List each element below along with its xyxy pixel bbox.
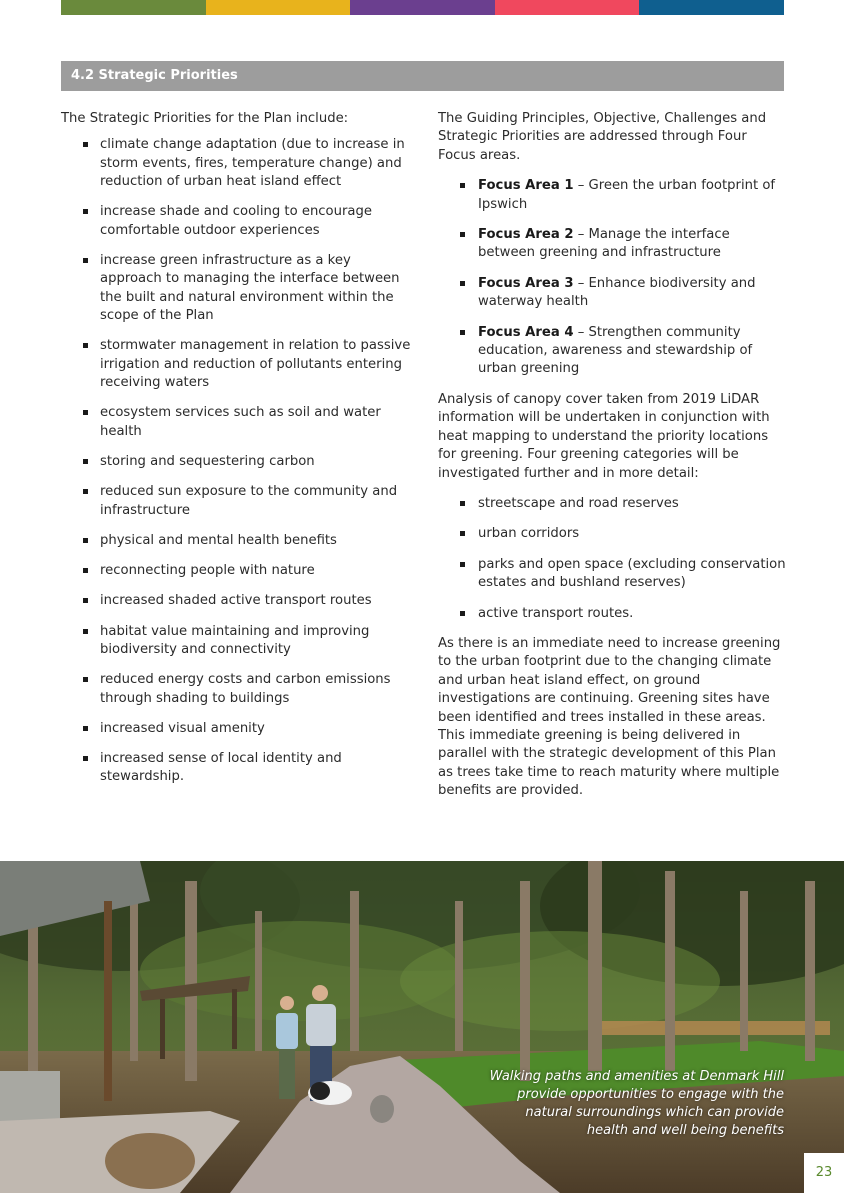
list-item: increased sense of local identity and stewardship. <box>61 750 411 787</box>
closing-paragraph: As there is an immediate need to increase greening to the urban footprint due to the changing climate and urban heat island effect, on ground investigations are continuing. Greening sites have been identified and trees installed in these areas. This immediate greening is being delivered in parallel with the strategic development of this Plan as trees take time to reach maturity where multiple benefits are provided. <box>438 635 781 799</box>
color-bar <box>61 0 784 15</box>
right-column <box>438 110 786 813</box>
list-item: habitat value maintaining and improving biodiversity and connectivity <box>61 623 411 660</box>
list-item: storing and sequestering carbon <box>61 453 411 471</box>
list-item: reconnecting people with nature <box>61 562 411 580</box>
color-bar-blue <box>639 0 784 15</box>
list-item: physical and mental health benefits <box>61 532 411 550</box>
focus-area-item <box>438 177 786 214</box>
focus-area-label: Focus Area 4 <box>478 324 574 340</box>
list-item: urban corridors <box>438 525 786 543</box>
list-item: increased visual amenity <box>61 720 411 738</box>
color-bar-yellow <box>206 0 351 15</box>
list-item: increase shade and cooling to encourage comfortable outdoor experiences <box>61 203 411 240</box>
list-item: stormwater management in relation to passive irrigation and reduction of pollutants entering receiving waters <box>61 337 411 392</box>
list-item: climate change adaptation (due to increase in storm events, fires, temperature change) and reduction of urban heat island effect <box>61 136 411 191</box>
color-bar-red <box>495 0 640 15</box>
list-item: reduced sun exposure to the community and infrastructure <box>61 483 411 520</box>
left-intro: The Strategic Priorities for the Plan include: <box>61 111 349 126</box>
right-intro: The Guiding Principles, Objective, Challenges and Strategic Priorities are addressed through Four Focus areas. <box>438 111 767 163</box>
focus-areas-list <box>438 177 786 379</box>
color-bar-green <box>61 0 206 15</box>
list-item: reduced energy costs and carbon emissions through shading to buildings <box>61 671 411 708</box>
list-item: active transport routes. <box>438 605 786 623</box>
park-illustration <box>0 861 844 1193</box>
focus-area-text: – Manage the interface between greening and infrastructure <box>478 227 730 261</box>
focus-area-label: Focus Area 2 <box>478 227 574 243</box>
focus-area-text: – Strengthen community education, awareness and stewardship of urban greening <box>478 324 753 377</box>
left-column <box>61 110 411 799</box>
focus-area-item <box>438 275 786 312</box>
list-item: streetscape and road reserves <box>438 495 786 513</box>
park-photo <box>0 861 844 1193</box>
strategic-priorities-list <box>61 136 411 786</box>
focus-area-label: Focus Area 3 <box>478 275 574 291</box>
list-item: ecosystem services such as soil and water health <box>61 404 411 441</box>
analysis-paragraph: Analysis of canopy cover taken from 2019 LiDAR information will be undertaken in conjunction with heat mapping to understand the priority locations for greening. Four greening categories will be investigated further and in more detail: <box>438 391 770 481</box>
photo-caption: Walking paths and amenities at Denmark Hill provide opportunities to engage with the natural surroundings which can provide health and well being benefits <box>489 1069 784 1138</box>
section-title: 4.2 Strategic Priorities <box>61 61 784 91</box>
focus-area-item <box>438 226 786 263</box>
color-bar-purple <box>350 0 495 15</box>
focus-area-text: – Enhance biodiversity and waterway health <box>478 275 756 310</box>
page-number: 23 <box>804 1153 844 1193</box>
focus-area-text: – Green the urban footprint of Ipswich <box>478 178 776 212</box>
focus-area-item <box>438 324 786 379</box>
greening-categories-list <box>438 495 786 623</box>
list-item: parks and open space (excluding conservation estates and bushland reserves) <box>438 556 786 593</box>
list-item: increased shaded active transport routes <box>61 592 411 610</box>
focus-area-label: Focus Area 1 <box>478 178 574 194</box>
list-item: increase green infrastructure as a key approach to managing the interface between the built and natural environment within the scope of the Plan <box>61 252 411 326</box>
